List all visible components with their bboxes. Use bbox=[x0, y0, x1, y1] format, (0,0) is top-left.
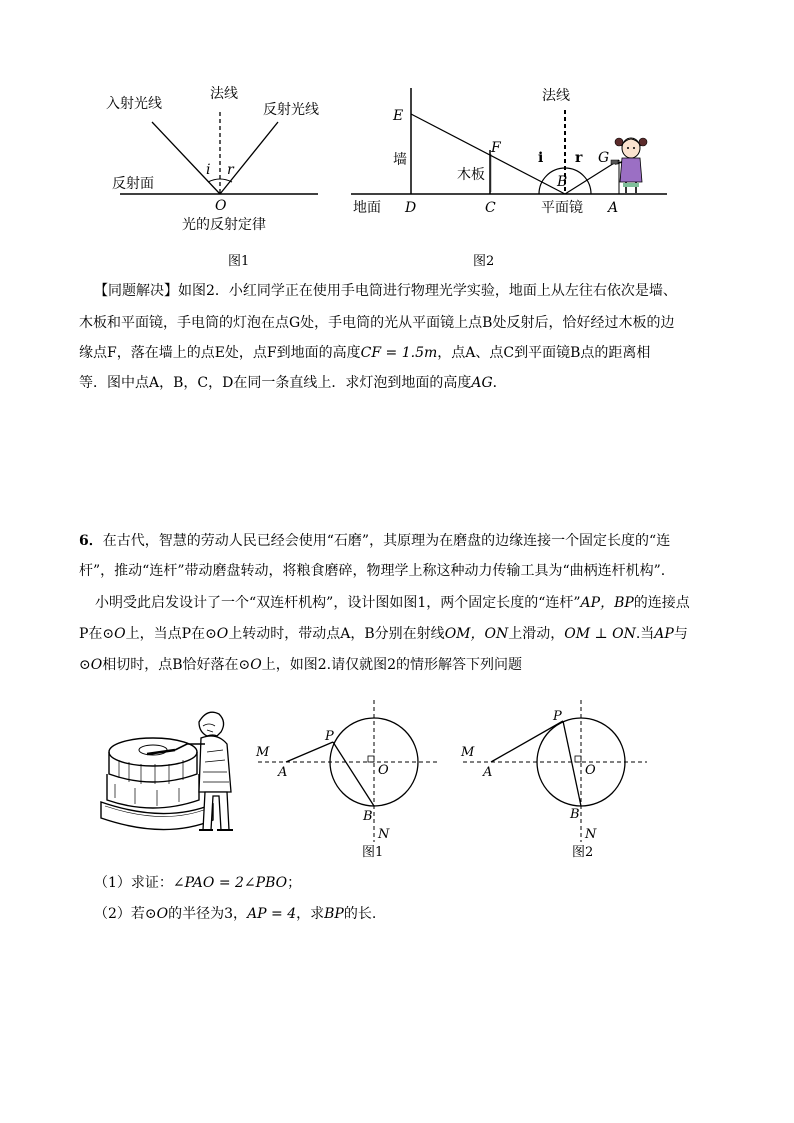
stone-mill-illustration bbox=[95, 692, 245, 842]
fig1-caption: 图1 bbox=[228, 254, 250, 269]
p6-l3-a: 小明受此启发设计了一个“双连杆机构”，设计图如图1，两个固定长度的“连杆” bbox=[95, 595, 581, 611]
geometry-figure-1 bbox=[250, 692, 450, 862]
question-2 bbox=[94, 905, 794, 923]
g2-caption: 图2 bbox=[572, 845, 594, 860]
p5-l4-math: AG bbox=[471, 375, 493, 391]
p6-l4-m1: ⊙O bbox=[102, 626, 126, 642]
problem5-line2: 木板和平面镜，手电筒的灯泡在点G处，手电筒的光从平面镜上点B处反射后，恰好经过木板的边 bbox=[79, 315, 675, 331]
label-A: A bbox=[608, 200, 619, 216]
angle-arc bbox=[208, 179, 232, 182]
label-i: i bbox=[206, 162, 211, 178]
figure-1-reflection-law bbox=[100, 82, 330, 242]
label-mirror: 平面镜 bbox=[541, 200, 583, 216]
problem5-line4 bbox=[79, 374, 794, 392]
label-board: 木板 bbox=[457, 167, 485, 183]
label-reflected: 反射光线 bbox=[263, 102, 319, 118]
fig1-subtitle: 光的反射定律 bbox=[182, 217, 266, 233]
p6-l3-b: 的连接点 bbox=[633, 595, 690, 611]
problem5-line3 bbox=[79, 344, 794, 362]
g1-label-P: P bbox=[325, 729, 334, 744]
problem6-line4 bbox=[79, 625, 794, 643]
label-D: D bbox=[405, 200, 417, 216]
p6-l4-b: 上，当点P在 bbox=[125, 626, 206, 642]
reflected-ray bbox=[220, 122, 278, 194]
q2-m3: BP bbox=[324, 906, 344, 922]
p5-l3-math: CF = 1.5m bbox=[360, 345, 438, 361]
problem6-line2: 杆”，推动“连杆”带动磨盘转动，将粮食磨碎，物理学上称这种动力传输工具为“曲柄连杆机构”. bbox=[79, 563, 666, 579]
q2-m1: ⊙O bbox=[144, 906, 169, 922]
label-B: B bbox=[557, 174, 568, 190]
g2-label-N: N bbox=[585, 827, 597, 842]
light-ray-from-lamp bbox=[565, 160, 619, 194]
rod-AP bbox=[286, 742, 333, 762]
label-r: r bbox=[227, 162, 234, 178]
p6-l3-math: AP，BP bbox=[580, 595, 634, 611]
p6-l5-a: 相切时，点B恰好落在 bbox=[102, 657, 239, 673]
p6-num: 6． bbox=[79, 533, 103, 549]
problem6-line1 bbox=[79, 532, 794, 550]
problem6-line5 bbox=[79, 656, 794, 674]
label-normal-2: 法线 bbox=[542, 88, 570, 104]
g2-label-O: O bbox=[585, 763, 596, 778]
label-i-2: i bbox=[538, 150, 544, 166]
q1-a: （1）求证： bbox=[94, 875, 173, 891]
q2-c: ，求 bbox=[296, 906, 325, 922]
p6-l4-a: P在 bbox=[79, 626, 103, 642]
g1-label-O: O bbox=[378, 763, 389, 778]
rod-BP-2 bbox=[563, 721, 581, 806]
geometry-figure-2 bbox=[455, 692, 665, 862]
q1-math: ∠PAO = 2∠PBO bbox=[172, 875, 288, 891]
g1-label-N: N bbox=[378, 827, 390, 842]
label-ground: 地面 bbox=[353, 200, 381, 216]
p6-l4-e: .当 bbox=[635, 626, 655, 642]
figure-2-flashlight bbox=[345, 82, 675, 222]
label-O: O bbox=[215, 198, 227, 214]
incident-ray bbox=[152, 122, 220, 194]
p5-l3-a: 缘点F，落在墙上的点E处，点F到地面的高度 bbox=[79, 345, 361, 361]
label-F: F bbox=[491, 140, 501, 156]
p6-l4-f: 与 bbox=[673, 626, 688, 642]
g1-caption: 图1 bbox=[362, 845, 384, 860]
problem5-line1: 【同题解决】如图2．小红同学正在使用手电筒进行物理光学实验，地面上从左往右依次是墙、 bbox=[94, 283, 677, 299]
label-r-2: r bbox=[575, 150, 583, 166]
right-angle-mark bbox=[368, 756, 374, 762]
label-incident: 入射光线 bbox=[106, 96, 162, 112]
q2-a: （2）若 bbox=[94, 906, 145, 922]
g2-label-P: P bbox=[553, 709, 562, 724]
p6-l4-m2: ⊙O bbox=[205, 626, 229, 642]
p5-l4-a: 等．图中点A，B，C，D在同一条直线上．求灯泡到地面的高度 bbox=[79, 375, 472, 391]
label-wall: 墙 bbox=[393, 152, 407, 168]
p5-l4-b: ． bbox=[492, 375, 507, 391]
q2-m2: AP = 4 bbox=[247, 906, 297, 922]
g2-label-M: M bbox=[461, 745, 475, 760]
label-G: G bbox=[598, 150, 610, 166]
q2-d: 的长. bbox=[343, 906, 377, 922]
right-angle-mark-2 bbox=[575, 756, 581, 762]
p6-l1: 在古代，智慧的劳动人民已经会使用“石磨”，其原理为在磨盘的边缘连接一个固定长度的“连 bbox=[102, 533, 671, 549]
p6-l4-m5: AP bbox=[654, 626, 674, 642]
p5-l3-b: ，点A、点C到平面镜B点的距离相 bbox=[437, 345, 651, 361]
p6-l4-m3: OM，ON bbox=[444, 626, 509, 642]
p6-l4-d: 上滑动， bbox=[508, 626, 565, 642]
p6-l4-c: 上转动时，带动点A，B分别在射线 bbox=[228, 626, 445, 642]
q2-b: 的半径为3， bbox=[168, 906, 248, 922]
p6-l5-m1: ⊙O bbox=[79, 657, 103, 673]
q1-b: ； bbox=[287, 875, 302, 891]
rod-AP-2 bbox=[491, 721, 563, 762]
question-1 bbox=[94, 874, 794, 892]
p6-l5-m2: ⊙O bbox=[238, 657, 262, 673]
label-surface: 反射面 bbox=[112, 176, 154, 192]
g1-label-B: B bbox=[363, 809, 373, 824]
label-normal: 法线 bbox=[210, 86, 238, 102]
label-E: E bbox=[393, 108, 404, 124]
p6-l5-b: 上，如图2.请仅就图2的情形解答下列问题 bbox=[261, 657, 522, 673]
p6-l4-m4: OM ⊥ ON bbox=[564, 626, 636, 642]
fig2-caption: 图2 bbox=[473, 254, 495, 269]
g2-label-A: A bbox=[483, 765, 493, 780]
g2-label-B: B bbox=[570, 807, 580, 822]
problem6-line3 bbox=[95, 594, 794, 612]
label-C: C bbox=[485, 200, 496, 216]
rod-BP bbox=[333, 742, 374, 806]
girl-figure bbox=[611, 138, 647, 193]
g1-label-M: M bbox=[256, 745, 270, 760]
g1-label-A: A bbox=[278, 765, 288, 780]
